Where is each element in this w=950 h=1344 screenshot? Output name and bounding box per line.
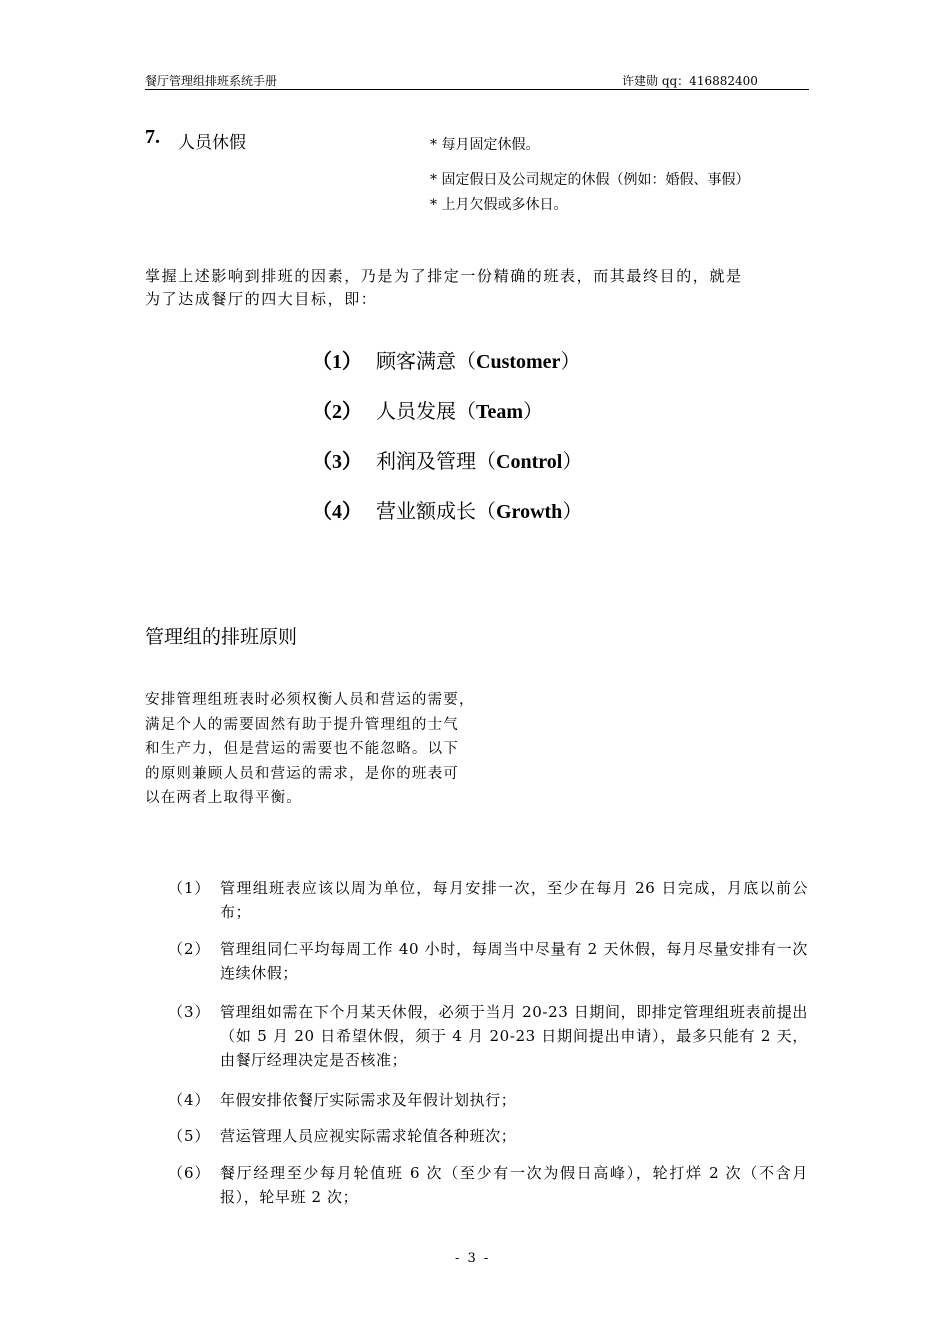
goal-item xyxy=(312,445,582,474)
goal-close: ） xyxy=(560,349,581,373)
goal-item xyxy=(312,345,580,374)
section-number: 7. xyxy=(145,126,160,148)
principles-paragraph xyxy=(145,688,545,811)
intro-line: 为了达成餐厅的四大目标，即： xyxy=(145,290,378,308)
rule-number: （6） xyxy=(168,1164,211,1182)
page-number: - 3 - xyxy=(455,1251,491,1266)
header-rule xyxy=(145,89,809,90)
goal-number: （4） xyxy=(312,501,362,523)
goal-label: 营业额成长（ xyxy=(376,499,496,523)
bullet-item: * 每月固定休假。 xyxy=(430,137,540,153)
rule-number: （5） xyxy=(168,1127,211,1145)
principles-line: 安排管理组班表时必须权衡人员和营运的需要， xyxy=(145,692,475,708)
goal-close: ） xyxy=(523,399,544,423)
goal-english: Customer xyxy=(476,351,561,373)
section-title: 人员休假 xyxy=(178,133,246,153)
rule-text: 年假安排依餐厅实际需求及年假计划执行； xyxy=(220,1091,517,1109)
rule-text: 管理组如需在下个月某天休假，必须于当月 20-23 日期间，即排定管理组班表前提出（如 5 月 20 日希望休假，须于 4 月 20-23 日期间提出申请），最多只能有 2 天，由餐厅经理决定是否核准； xyxy=(220,1003,808,1069)
goal-number: （1） xyxy=(312,351,362,373)
goal-number: （3） xyxy=(312,451,362,473)
header-left-title: 餐厅管理组排班系统手册 xyxy=(145,74,278,88)
rule-text: 管理组班表应该以周为单位，每月安排一次，至少在每月 26 日完成，月底以前公布； xyxy=(220,879,808,921)
principles-heading: 管理组的排班原则 xyxy=(145,626,298,648)
goal-label: 顾客满意（ xyxy=(376,349,476,373)
goal-close: ） xyxy=(562,499,583,523)
rule-text: 管理组同仁平均每周工作 40 小时，每周当中尽量有 2 天休假，每月尽量安排有一次连续休假； xyxy=(220,940,808,982)
goal-item xyxy=(312,495,582,524)
goal-english: Growth xyxy=(496,501,563,523)
bullet-item: * 上月欠假或多休日。 xyxy=(430,197,568,213)
principles-line: 满足个人的需要固然有助于提升管理组的士气 xyxy=(145,716,459,733)
rule-number: （3） xyxy=(168,1003,211,1021)
goal-english: Control xyxy=(496,451,563,473)
rule-text: 餐厅经理至少每月轮值班 6 次（至少有一次为假日高峰），轮打烊 2 次（不含月报），轮早班 2 次； xyxy=(220,1164,808,1206)
intro-line: 掌握上述影响到排班的因素，乃是为了排定一份精确的班表，而其最终目的，就是 xyxy=(145,267,743,285)
goal-close: ） xyxy=(562,449,583,473)
principles-line: 以在两者上取得平衡。 xyxy=(145,790,302,806)
rule-text: 营运管理人员应视实际需求轮值各种班次； xyxy=(220,1127,517,1145)
goal-number: （2） xyxy=(312,401,362,423)
header-right-author: 许建勋 qq：416882400 xyxy=(622,74,758,88)
principles-line: 的原则兼顾人员和营运的需求，是你的班表可 xyxy=(145,765,459,782)
goal-label: 利润及管理（ xyxy=(376,449,496,473)
rule-number: （2） xyxy=(168,940,211,958)
goal-label: 人员发展（ xyxy=(376,399,476,423)
rule-number: （4） xyxy=(168,1091,211,1109)
principles-line: 和生产力，但是营运的需要也不能忽略。以下 xyxy=(145,741,459,757)
intro-paragraph xyxy=(145,265,809,311)
goal-item xyxy=(312,395,543,424)
rule-number: （1） xyxy=(168,879,211,897)
bullet-item: * 固定假日及公司规定的休假（例如：婚假、事假） xyxy=(430,172,750,188)
goal-english: Team xyxy=(476,401,524,423)
